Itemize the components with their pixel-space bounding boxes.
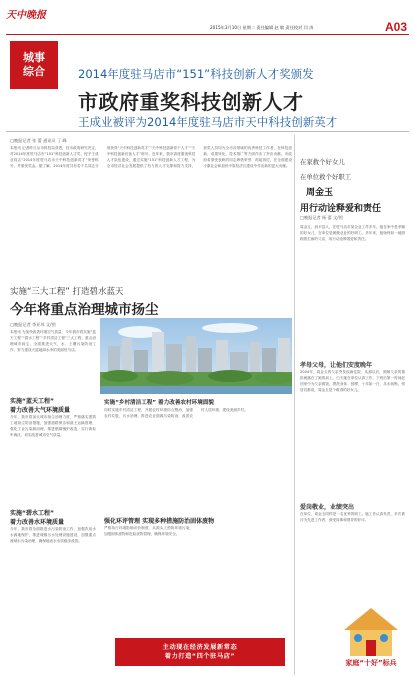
- lead-subhead: 王成业被评为2014年度驻马店市天中科技创新英才: [78, 115, 338, 129]
- page-number: A03: [384, 20, 407, 34]
- slogan-banner: [115, 638, 285, 666]
- body-d: 严格执行环境影响评价制度，从源头上预防环境污染，加强固体废物和危险废物管理，确保环境安全。: [104, 526, 193, 536]
- body-b: 今年，我市将全面推进水污染防治工作，加强饮用水水源地保护，推进城镇污水处理设施建设，加强重点流域水污染治理，确保地表水水质稳步改善。: [10, 527, 96, 543]
- right-byline: □晚报记者 杨 蕾 文/图: [300, 215, 343, 220]
- section-label-line2: 综合: [23, 65, 45, 78]
- story2-headline: 今年将重点治理城市扬尘: [10, 302, 159, 318]
- subhead-b2: 着力改善水环境质量: [10, 519, 65, 526]
- subhead-a2: 着力改善大气环境质量: [10, 407, 71, 414]
- masthead: 天中晚报: [6, 10, 46, 21]
- right-subhead-3: 爱岗敬业，业绩突出: [300, 504, 355, 511]
- column-divider: [294, 135, 295, 675]
- banner-line-2: 着力打造“四个驻马店”: [164, 653, 236, 660]
- right-body-3: 在单位，周金玉同样是一名优秀的职工。她工作认真负责，多次被评为先进工作者，深受同事和领导的好评。: [300, 512, 405, 522]
- photo-caption: 实施“乡村清洁工程” 着力改善农村环境面貌: [104, 400, 214, 406]
- section-label-line1: 城事: [23, 51, 45, 65]
- lead-headline: 市政府重奖科技创新人才: [78, 90, 304, 114]
- body-a: 今年，我市将加大城市扬尘治理力度，严格落实建筑工地扬尘防治措施，加强道路保洁和渣土运输管理，强化工业污染源治理，推进燃煤锅炉改造，实行黄标车淘汰，切实改善城市空气质量。: [10, 415, 96, 437]
- right-headline-2: 用行动诠释爱和责任: [300, 204, 382, 214]
- right-subhead-2: 孝母父母，让他们安度晚年: [300, 362, 373, 369]
- lead-byline: □晚报记者 张 蕾 通讯员 丁 峰: [10, 138, 67, 143]
- logo-text: 家庭“十好”标兵: [345, 659, 397, 667]
- subhead-d: 强化环评管理 实现多种措施防治固体废物: [104, 518, 215, 525]
- lead-kicker: 2014年度驻马店市“151”科技创新人才奖颁发: [78, 67, 314, 81]
- subhead-a: 实施“蓝天工程”: [10, 398, 54, 405]
- story2-kicker: 实施“三大工程” 打造碧水蓝天: [10, 287, 124, 297]
- section-label: [10, 41, 58, 89]
- right-sub: 在单位救个好职工: [300, 173, 352, 181]
- banner-line-1: 主动现在经济发展新常态: [162, 644, 238, 651]
- city-skyline-photo: [100, 318, 292, 394]
- subhead-b: 实施“碧水工程”: [10, 510, 54, 517]
- dateline: 2015年3月10日 星期二 责任编辑 赵 敏 责任校对 闫 涛: [210, 25, 314, 30]
- right-kicker: 在家救个好女儿: [300, 158, 345, 166]
- body-c: 同时实施乡村清洁工程，开展农村环境综合整治，加强农村垃圾、污水治理，推进农业面源污染防治，改善农村人居环境，建设美丽乡村。: [104, 408, 248, 418]
- top-rule: [6, 34, 409, 35]
- divider: [6, 131, 409, 132]
- right-body-2: 2004年，周金玉的父亲突发疾病住院，从那以后，照顾父亲的重担就落在了她的肩上。白天她在单位认真工作，下班后第一时间赶回家中为父亲做饭、擦洗身体、按摩，十年如一日，从未间断。邻居们都说，周金玉是个难得的好女儿。: [300, 370, 405, 392]
- lead-body: 本报讯 记者昨日从市科技局获悉，经市政府研究决定，对2014年度驻马店市“151”科技创新人才奖，授予王成业同志“2014年度驻马店市天中科技创新英才”荣誉称号，并颁发奖金。据了解，2014年度共有若干名同志分别获得“天中科技创新英才”“天中科技创新骨干人才”“天中科技创新后备人才”称号。近年来，我市高度重视科技人才队伍建设，通过实施“151”科技创新人才工程，为全市经济社会发展提供了有力的人才支撑和智力支持。获奖人员均为全市各领域的优秀科技工作者，在科技创新、成果转化、技术推广等方面作出了突出贡献。市政府希望受表彰的同志珍惜荣誉、再接再厉，在全面建设小康社会和加快中原经济区建设中作出新的更大贡献。: [10, 146, 292, 168]
- story2-byline: □晚报记者 李亚琼 文/图: [10, 322, 56, 327]
- right-headline-1: 周金玉: [306, 188, 334, 198]
- family-model-logo: [338, 600, 404, 670]
- story2-body: 本报讯 为加快改善环境空气质量，今年我市将实施“蓝天工程”“碧水工程”“乡村清洁工程”三大工程，重点治理城市扬尘，全面推进大气、水、土壤污染防治工作，努力建设天蓝地绿水净的美丽驻马店。: [10, 330, 96, 352]
- right-body-1: 周金玉，西平县人，在驻马店市某企业工作多年。她在家中是孝顺的好女儿，在单位是兢兢业业的好职工。多年来，她始终如一地照顾着生病的父亲，用行动诠释着爱和责任。: [300, 225, 405, 241]
